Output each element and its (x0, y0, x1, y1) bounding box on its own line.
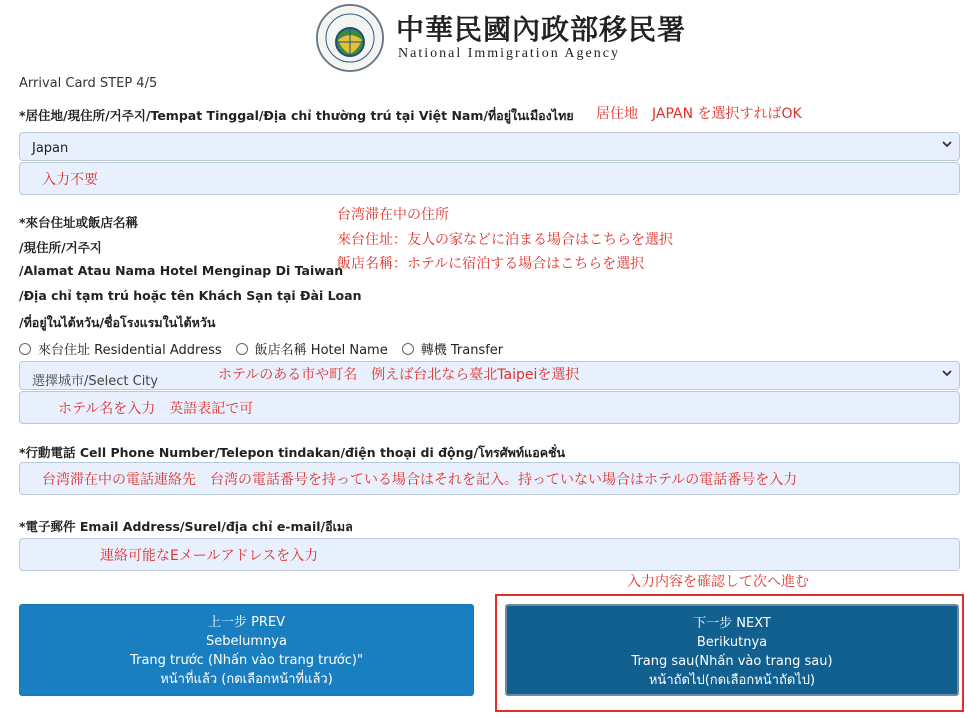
step-indicator: Arrival Card STEP 4/5 (19, 76, 158, 91)
hotel-annotation: ホテル名を入力 英語表記で可 (58, 401, 254, 417)
residence-field-annotation: 入力不要 (42, 172, 98, 188)
agency-name-en: National Immigration Agency (398, 46, 620, 61)
chevron-down-icon (941, 367, 953, 379)
address-label-line-1: *來台住址或飯店名稱 (19, 215, 139, 230)
address-label-line-2: /現住所/거주지 (19, 240, 102, 255)
radio-transfer[interactable] (402, 339, 503, 358)
city-annotation: ホテルのある市や町名 例えば台北なら臺北Taipeiを選択 (218, 367, 580, 383)
address-label-line-5: /ที่อยู่ในไต้หวัน/ชื่อโรงแรมในไต้หวัน (19, 315, 216, 330)
radio-label: 飯店名稱 Hotel Name (254, 343, 388, 358)
address-annotation-2: 來台住址：友人の家などに泊まる場合はこちらを選択 (337, 232, 673, 248)
residence-annotation: 居住地 JAPAN を選択すればOK (596, 106, 802, 122)
city-selected-value: 選擇城市/Select City (32, 374, 159, 389)
next-label-3: Trang sau(Nhấn vào trang sau) (631, 654, 833, 669)
address-annotation-3: 飯店名稱：ホテルに宿泊する場合はこちらを選択 (337, 256, 645, 272)
agency-logo (316, 4, 384, 72)
radio-hotel-name[interactable] (236, 339, 388, 358)
address-label-line-3: /Alamat Atau Nama Hotel Menginap Di Taiwan (19, 263, 344, 278)
radio-residential-address[interactable] (19, 339, 222, 358)
residence-selected-value: Japan (32, 141, 69, 156)
next-label-4: หน้าถัดไป(กดเลือกหน้าถัดไป) (648, 673, 816, 688)
page-header (316, 2, 687, 74)
prev-label-2: Sebelumnya (206, 634, 287, 649)
hotel-name-input[interactable] (19, 391, 960, 424)
email-annotation: 連絡可能なEメールアドレスを入力 (100, 548, 319, 564)
radio-label: 來台住址 Residential Address (38, 343, 222, 358)
address-type-radios (19, 339, 517, 358)
phone-annotation: 台湾滞在中の電話連絡先 台湾の電話番号を持っている場合はそれを記入。持っていない場合はホテルの電話番号を入力 (42, 472, 798, 488)
radio-circle[interactable] (402, 343, 414, 355)
chevron-down-icon (941, 138, 953, 150)
phone-input[interactable] (19, 462, 960, 495)
email-input[interactable] (19, 538, 960, 571)
prev-button[interactable] (19, 604, 474, 696)
residence-label: *居住地/現住所/거주지/Tempat Tinggal/Địa chỉ thường trú tại Việt Nam/ที่อยู่ในเมืองไทย (19, 108, 574, 123)
next-label-2: Berikutnya (696, 635, 768, 650)
radio-circle[interactable] (19, 343, 31, 355)
residence-field[interactable] (19, 162, 960, 195)
residence-select[interactable] (19, 132, 960, 161)
next-annotation: 入力内容を確認して次へ進む (627, 574, 809, 590)
next-button[interactable] (505, 604, 959, 696)
next-label-1: 下一步 NEXT (693, 616, 771, 631)
phone-label: *行動電話 Cell Phone Number/Telepon tindakan/điện thoại di động/โทรศัพท์แอคชั่น (19, 445, 566, 460)
email-label: *電子郵件 Email Address/Surel/địa chỉ e-mail/อีเมล (19, 519, 353, 534)
prev-label-1: 上一步 PREV (207, 615, 286, 630)
address-annotation-1: 台湾滞在中の住所 (337, 207, 449, 223)
radio-circle[interactable] (236, 343, 248, 355)
agency-name-zh: 中華民國內政部移民署 (396, 13, 687, 46)
prev-label-4: หน้าที่แล้ว (กดเลือกหน้าที่แล้ว) (160, 672, 333, 687)
prev-label-3: Trang trước (Nhấn vào trang trước)" (130, 653, 363, 668)
address-label-line-4: /Địa chỉ tạm trú hoặc tên Khách Sạn tại Đài Loan (19, 288, 362, 303)
radio-label: 轉機 Transfer (420, 343, 504, 358)
